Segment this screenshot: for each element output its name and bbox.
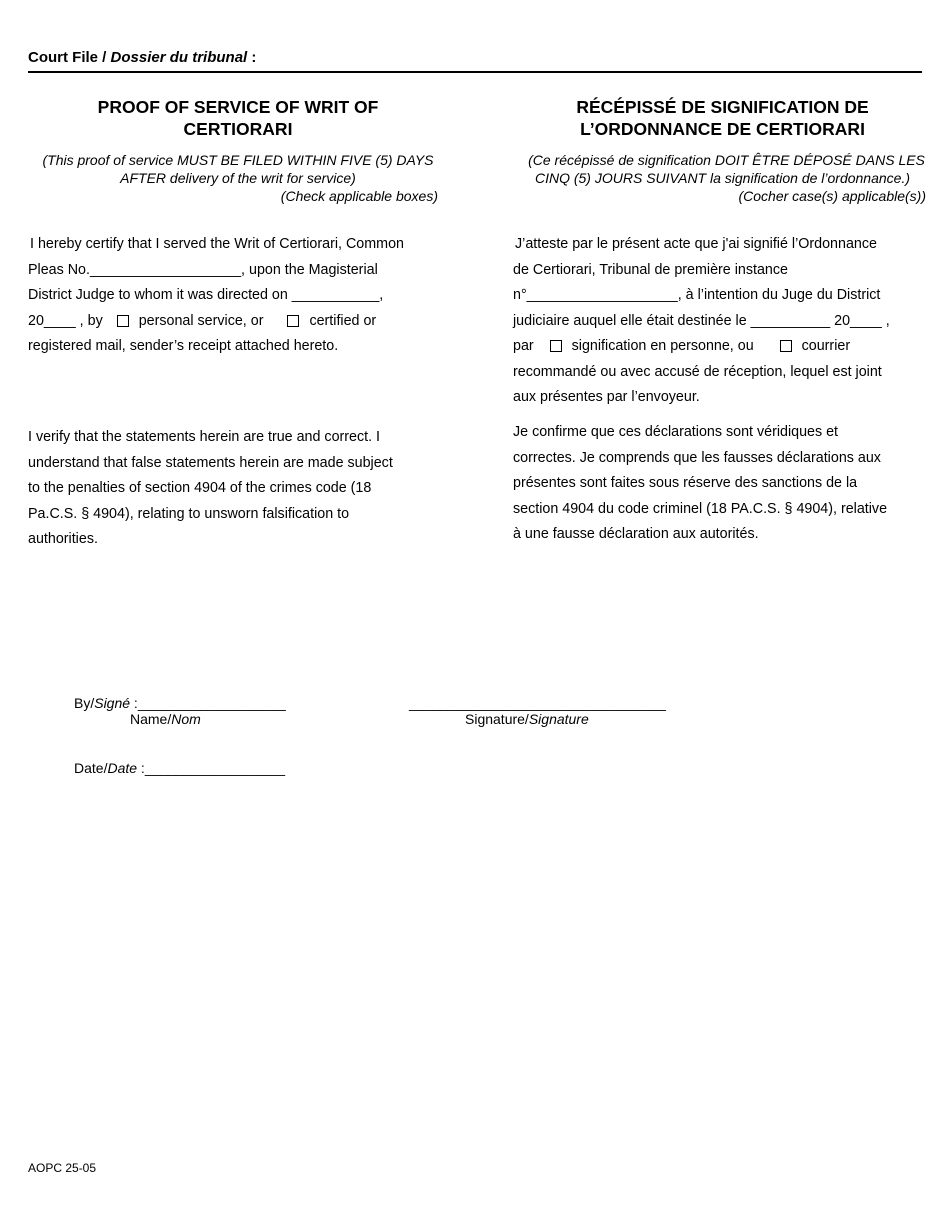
right-certification — [513, 232, 933, 411]
left-cert-line1: I hereby certify that I served the Writ of Certiorari, Common — [30, 236, 404, 252]
right-verify-line5: à une fausse déclaration aux autorités. — [513, 526, 759, 542]
by-label-fr: Signé — [94, 695, 131, 711]
left-verify-line2: understand that false statements herein are made subject — [28, 454, 393, 471]
date-blank: :__________________ — [137, 760, 285, 776]
name-caption — [130, 711, 201, 727]
court-file-label: Court File — [28, 49, 98, 66]
right-cert-line4: judiciaire auquel elle était destinée le __________ 20____ , — [513, 312, 890, 329]
signature-field[interactable]: _________________________________ — [409, 695, 666, 711]
form-id: AOPC 25-05 — [28, 1161, 97, 1175]
courrier-recommande-checkbox[interactable] — [780, 340, 792, 352]
header-colon: : — [251, 49, 257, 66]
date-field[interactable] — [74, 760, 285, 776]
left-note-line3: (Check applicable boxes) — [280, 188, 438, 204]
left-title — [28, 96, 448, 140]
right-title — [505, 96, 940, 140]
right-verify-line1: Je confirme que ces déclarations sont véridiques et — [513, 424, 839, 440]
right-cert-line1: J’atteste par le présent acte que j'ai signifié l’Ordonnance — [515, 236, 877, 252]
personal-service-checkbox[interactable] — [117, 315, 129, 327]
left-verification — [28, 425, 448, 553]
name-label: Name/ — [130, 711, 172, 727]
right-note-line1: (Ce récépissé de signification DOIT ÊTRE DÉPOSÉ DANS LES — [528, 152, 925, 168]
name-label-fr: Nom — [171, 711, 201, 727]
right-verify-line3: présentes sont faites sous réserve des sanctions de la — [513, 475, 858, 491]
left-verify-line1: I verify that the statements herein are true and correct. I — [28, 429, 381, 445]
right-cert-line5a: par — [513, 338, 534, 354]
right-title-line2: L’ORDONNANCE DE CERTIORARI — [580, 119, 865, 139]
court-file-header — [28, 49, 256, 66]
left-verify-line4: Pa.C.S. § 4904), relating to unsworn falsification to — [28, 505, 350, 522]
right-verification — [513, 420, 933, 548]
by-blank: :___________________ — [130, 695, 286, 711]
by-name-field[interactable] — [74, 695, 286, 711]
left-verify-line5: authorities. — [28, 531, 98, 547]
right-cert-line5 — [513, 334, 933, 360]
date-label: Date/ — [74, 760, 108, 776]
left-title-line1: PROOF OF SERVICE OF WRIT OF — [97, 97, 379, 117]
left-note-line2: AFTER delivery of the writ for service) — [120, 170, 356, 186]
personal-service-label: personal service, or — [138, 312, 264, 329]
signification-personne-label: signification en personne, ou — [571, 338, 754, 354]
right-cert-line6: recommandé ou avec accusé de réception, lequel est joint — [513, 363, 882, 380]
right-verify-line4: section 4904 du code criminel (18 PA.C.S. § 4904), relative — [513, 500, 888, 517]
right-title-line1: RÉCÉPISSÉ DE SIGNIFICATION DE — [576, 97, 869, 117]
left-certification — [28, 232, 448, 360]
left-cert-line3: District Judge to whom it was directed on ___________, — [28, 287, 384, 303]
left-cert-line2: Pleas No.___________________, upon the Magisterial — [28, 261, 378, 278]
left-title-line2: CERTIORARI — [183, 119, 293, 139]
header-rule — [28, 71, 922, 73]
right-cert-line2: de Certiorari, Tribunal de première instance — [513, 261, 788, 278]
right-cert-line7: aux présentes par l’envoyeur. — [513, 389, 700, 405]
left-filing-note — [28, 151, 448, 205]
left-cert-line5: registered mail, sender’s receipt attached hereto. — [28, 338, 339, 354]
certified-mail-label: certified or — [309, 312, 377, 329]
left-cert-line4 — [28, 309, 448, 335]
courrier-recommande-label: courrier — [801, 338, 851, 354]
signature-caption — [465, 711, 589, 727]
right-note-line3: (Cocher case(s) applicable(s)) — [738, 188, 926, 204]
by-label: By/ — [74, 695, 95, 711]
left-cert-line4a: 20____ , by — [28, 312, 103, 329]
signature-label-fr: Signature — [528, 711, 589, 727]
right-filing-note — [505, 151, 940, 205]
right-verify-line2: correctes. Je comprends que les fausses déclarations aux — [513, 449, 881, 466]
left-note-line1: (This proof of service MUST BE FILED WITHIN FIVE (5) DAYS — [42, 152, 434, 168]
signification-personne-checkbox[interactable] — [550, 340, 562, 352]
header-separator: / — [102, 49, 107, 66]
right-note-line2: CINQ (5) JOURS SUIVANT la signification de l’ordonnance.) — [534, 170, 911, 186]
court-file-label-fr: Dossier du tribunal — [110, 49, 248, 66]
date-label-fr: Date — [107, 760, 138, 776]
signature-label: Signature/ — [465, 711, 529, 727]
certified-mail-checkbox[interactable] — [287, 315, 299, 327]
right-cert-line3: n°___________________, à l’intention du Juge du District — [513, 287, 881, 303]
left-verify-line3: to the penalties of section 4904 of the crimes code (18 — [28, 480, 372, 496]
